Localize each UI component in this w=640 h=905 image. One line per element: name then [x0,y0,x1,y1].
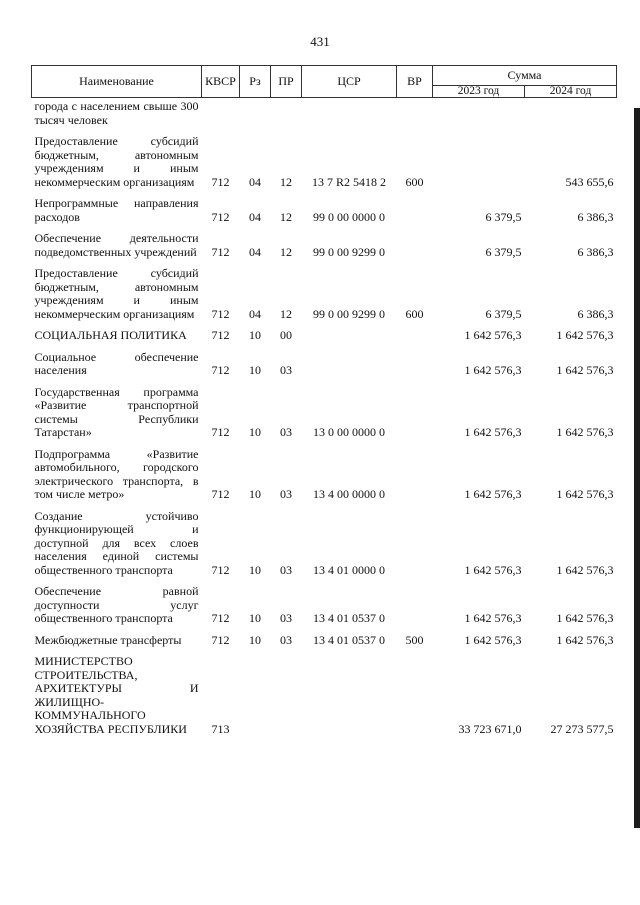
cell-vr: 500 [405,632,424,647]
table-row [32,442,617,504]
cell-rz: 04 [249,244,261,259]
cell-rz: 10 [249,562,261,577]
header-pr: ПР [271,66,302,98]
table-row [32,261,617,323]
cell-csr: 99 0 00 9299 0 [313,306,385,321]
cell-pr: 12 [280,306,292,321]
table-row [32,504,617,580]
cell-vr [397,380,433,442]
cell-name: Межбюджетные трансферты [34,632,182,647]
cell-kvsr: 712 [211,306,230,321]
cell-name: Обеспечение деятельности подведомственных учреждений [34,231,199,259]
header-rz: Рз [240,66,271,98]
cell-csr: 13 4 00 0000 0 [313,487,385,501]
cell-rz: 04 [249,306,261,321]
table-row [32,323,617,345]
cell-pr: 03 [280,363,292,377]
cell-vr [397,504,433,580]
cell-kvsr: 712 [211,562,230,577]
cell-vr [397,579,433,628]
cell-name: Обеспечение равной доступности услуг общественного транспорта [34,584,199,625]
cell-sum-2024 [525,98,617,130]
header-sum: Сумма [433,66,617,86]
cell-vr [397,191,433,226]
cell-vr: 600 [405,174,424,189]
cell-rz: 10 [249,487,261,501]
cell-kvsr: 712 [211,487,230,501]
cell-name: Создание устойчиво функционирующей и доступной для всех слоев населения единой системы общественного транспорта [34,508,199,577]
header-vr: ВР [397,66,433,98]
header-kvsr: КВСР [202,66,240,98]
page-number: 431 [310,34,330,49]
cell-sum-2024: 27 273 577,5 [550,721,614,736]
cell-kvsr [202,98,240,130]
cell-rz: 10 [249,611,261,625]
cell-sum-2024: 1 642 576,3 [556,487,614,501]
cell-name: Предоставление субсидий бюджетным, автономным учреждениям и иным некоммерческим организациям [34,134,199,189]
cell-name: Подпрограмма «Развитие автомобильного, городского электрического транспорта, в том числе метро» [34,446,199,501]
cell-sum-2024: 1 642 576,3 [556,328,614,342]
cell-rz: 10 [249,363,261,377]
cell-rz [240,98,271,130]
header-name: Наименование [32,66,202,98]
cell-name: города с населением свыше 300 тысяч человек [34,99,199,127]
cell-sum-2023: 1 642 576,3 [464,328,522,342]
cell-name: СОЦИАЛЬНАЯ ПОЛИТИКА [34,328,187,342]
table-row [32,649,617,738]
cell-pr: 12 [280,174,292,189]
cell-sum-2023: 1 642 576,3 [464,611,522,625]
table-row [32,129,617,191]
header-csr: ЦСР [302,66,397,98]
cell-kvsr: 713 [211,721,230,736]
cell-vr: 600 [405,306,424,321]
cell-csr [302,323,397,345]
cell-sum-2023: 1 642 576,3 [464,363,522,377]
cell-sum-2023: 1 642 576,3 [464,632,522,647]
cell-vr [397,226,433,261]
cell-name: Предоставление субсидий бюджетным, автономным учреждениям и иным некоммерческим организациям [34,266,199,321]
cell-pr: 12 [280,244,292,259]
cell-csr: 13 4 01 0000 0 [313,562,385,577]
cell-csr [302,98,397,130]
cell-name: Государственная программа «Развитие транспортной системы Республики Татарстан» [34,384,199,439]
cell-sum-2024: 1 642 576,3 [556,632,614,647]
cell-pr [271,98,302,130]
cell-rz [240,649,271,738]
cell-name: МИНИСТЕРСТВО СТРОИТЕЛЬСТВА, АРХИТЕКТУРЫ И ЖИЛИЩНО-КОММУНАЛЬНОГО ХОЗЯЙСТВА РЕСПУБЛИКИ [34,654,199,736]
budget-table [31,65,617,738]
table-row [32,98,617,130]
cell-sum-2024: 6 386,3 [577,306,614,321]
table-row [32,345,617,380]
table-row [32,628,617,650]
table-header [32,66,617,98]
cell-sum-2024: 1 642 576,3 [556,562,614,577]
cell-rz: 10 [249,632,261,647]
cell-sum-2023: 6 379,5 [485,306,522,321]
cell-pr: 12 [280,209,292,224]
table-row [32,191,617,226]
cell-sum-2024: 1 642 576,3 [556,425,614,439]
table-row [32,380,617,442]
cell-sum-2023: 6 379,5 [485,244,522,259]
cell-pr: 03 [280,611,292,625]
header-year-2024: 2024 год [525,86,617,98]
cell-csr: 99 0 00 0000 0 [313,209,385,224]
table-body [32,98,617,739]
cell-csr: 99 0 00 9299 0 [313,244,385,259]
cell-kvsr: 712 [211,209,230,224]
cell-sum-2023: 1 642 576,3 [464,425,522,439]
cell-csr: 13 4 01 0537 0 [313,611,385,625]
cell-csr: 13 7 R2 5418 2 [311,174,386,189]
cell-sum-2024: 6 386,3 [577,209,614,224]
cell-sum-2023: 33 723 671,0 [458,721,522,736]
cell-sum-2024: 543 655,6 [565,174,614,189]
cell-vr [397,323,433,345]
cell-vr [397,98,433,130]
cell-vr [397,649,433,738]
cell-pr: 00 [280,328,292,342]
cell-csr [302,345,397,380]
table-row [32,579,617,628]
cell-csr: 13 0 00 0000 0 [313,425,385,439]
cell-kvsr: 712 [211,632,230,647]
cell-sum-2023: 6 379,5 [485,209,522,224]
cell-rz: 10 [249,425,261,439]
cell-sum-2023: 1 642 576,3 [464,487,522,501]
cell-pr: 03 [280,562,292,577]
cell-pr: 03 [280,632,292,647]
cell-pr [271,649,302,738]
cell-sum-2024: 1 642 576,3 [556,611,614,625]
cell-sum-2023 [433,98,525,130]
cell-kvsr: 712 [211,363,230,377]
cell-pr: 03 [280,487,292,501]
cell-sum-2024: 6 386,3 [577,244,614,259]
cell-kvsr: 712 [211,244,230,259]
cell-sum-2023 [433,129,525,191]
cell-rz: 04 [249,209,261,224]
cell-kvsr: 712 [211,328,230,342]
cell-pr: 03 [280,425,292,439]
cell-kvsr: 712 [211,611,230,625]
cell-name: Социальное обеспечение населения [34,349,199,377]
scan-edge-shadow [634,108,640,828]
cell-kvsr: 712 [211,425,230,439]
cell-name: Непрограммные направления расходов [34,196,199,224]
cell-csr [302,649,397,738]
cell-sum-2023: 1 642 576,3 [464,562,522,577]
cell-rz: 10 [249,328,261,342]
cell-vr [397,442,433,504]
cell-vr [397,345,433,380]
table-row [32,226,617,261]
cell-csr: 13 4 01 0537 0 [313,632,385,647]
cell-kvsr: 712 [211,174,230,189]
header-year-2023: 2023 год [433,86,525,98]
cell-rz: 04 [249,174,261,189]
cell-sum-2024: 1 642 576,3 [556,363,614,377]
